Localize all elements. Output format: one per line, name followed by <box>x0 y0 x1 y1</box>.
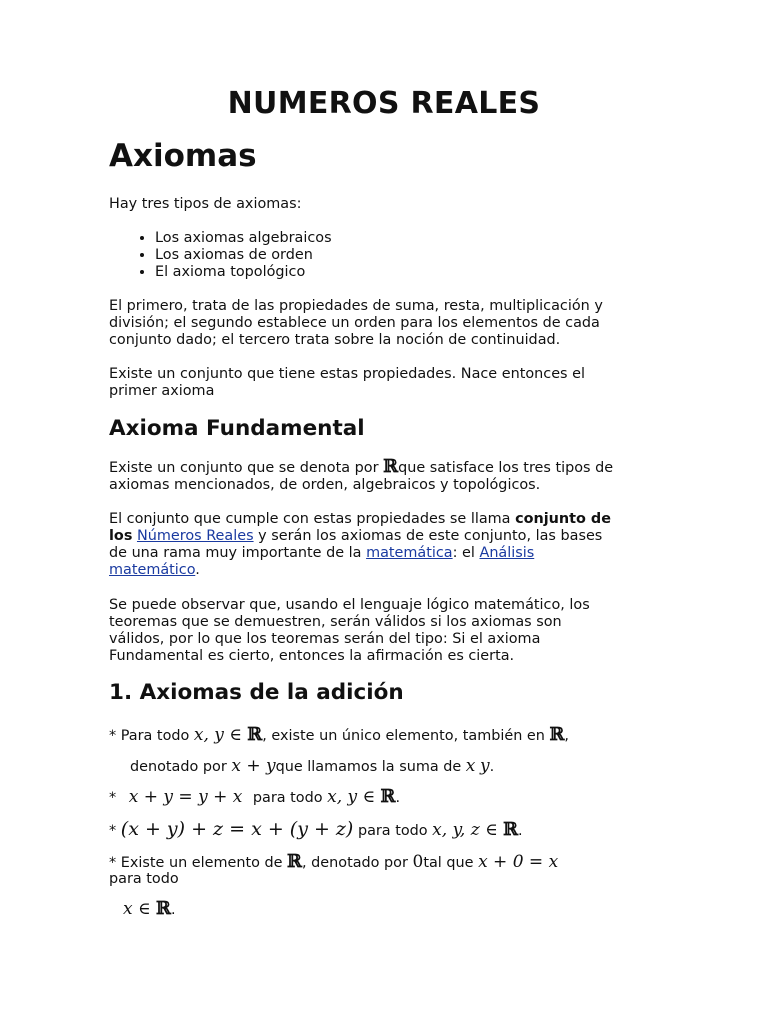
reals-symbol: ℝ <box>503 819 519 840</box>
text-span: que llamamos la suma de <box>275 759 462 775</box>
link-matematica[interactable]: matemática <box>366 545 453 561</box>
math-expression: x, y ∈ <box>327 787 381 807</box>
text-span: . <box>518 823 523 839</box>
reals-symbol: ℝ <box>549 724 565 745</box>
reals-symbol: ℝ <box>287 851 303 872</box>
text-span: y serán los axiomas de este conjunto, las bases <box>258 528 603 544</box>
text-span: El conjunto que cumple con estas propiedades se llama <box>109 511 511 527</box>
paragraph-2 <box>109 366 585 400</box>
list-item: • El axioma topológico <box>155 264 332 281</box>
axiom-type-list <box>109 230 332 281</box>
math-expression: x + y = y + x <box>128 787 243 807</box>
text-span: . <box>195 562 200 578</box>
text-span: de una rama muy importante de la <box>109 545 362 561</box>
list-item: • Los axiomas algebraicos <box>155 230 332 247</box>
fundamental-paragraph-1 <box>109 458 613 494</box>
text-span: , <box>564 728 569 744</box>
axiom-identity <box>109 851 558 872</box>
heading-axiomas-adicion: 1. Axiomas de la adición <box>109 680 404 705</box>
reals-symbol: ℝ <box>380 786 396 807</box>
link-analisis-matematico[interactable]: matemático <box>109 562 196 578</box>
math-variable: x <box>465 756 476 776</box>
text-span: . <box>170 902 176 918</box>
axiom-identity-line-2: para todo <box>109 871 179 887</box>
fundamental-paragraph-3 <box>109 597 590 665</box>
math-zero: 0 <box>412 852 424 872</box>
text-span: . <box>489 759 495 775</box>
reals-symbol: ℝ <box>383 456 399 477</box>
paragraph-line: Existe un conjunto que tiene estas propiedades. Nace entonces el <box>109 366 585 382</box>
text-span: * Para todo <box>109 728 190 744</box>
paragraph-line: Fundamental es cierto, entonces la afirmación es cierta. <box>109 648 515 664</box>
text-span: para todo <box>252 790 323 806</box>
reals-symbol: ℝ <box>247 724 263 745</box>
text-span: . <box>395 790 401 806</box>
paragraph-line: El primero, trata de las propiedades de suma, resta, multiplicación y <box>109 298 603 314</box>
text-span: para todo <box>357 823 428 839</box>
list-item: • Los axiomas de orden <box>155 247 332 264</box>
bold-term: los <box>109 528 133 544</box>
axiom-associativity <box>109 818 523 840</box>
heading-axiomas: Axiomas <box>109 138 257 174</box>
text-span: , existe un único elemento, también en <box>262 728 545 744</box>
math-expression: x ∈ <box>123 899 156 919</box>
paragraph-line: división; el segundo establece un orden para los elementos de cada <box>109 315 600 331</box>
paragraph-line: válidos, por lo que los teoremas serán del tipo: Si el axioma <box>109 631 541 647</box>
page-title: NUMEROS REALES <box>227 86 541 121</box>
reals-symbol: ℝ <box>155 898 171 919</box>
axiom-commutativity <box>109 786 400 807</box>
paragraph-line: primer axioma <box>109 383 215 399</box>
text-span: * <box>109 823 117 839</box>
math-expression: (x + y) + z = x + (y + z) <box>120 818 354 840</box>
bold-term: conjunto de <box>515 511 611 527</box>
text-span: : el <box>452 545 475 561</box>
heading-axioma-fundamental: Axioma Fundamental <box>109 416 365 441</box>
math-expression: x, y, z ∈ <box>432 820 504 840</box>
text-span: tal que <box>423 855 474 871</box>
math-variable: y <box>479 756 490 776</box>
paragraph-line: conjunto dado; el tercero trata sobre la noción de continuidad. <box>109 332 561 348</box>
math-expression: x + 0 = x <box>478 852 559 872</box>
math-expression: x, y ∈ <box>193 725 248 745</box>
text-span: * Existe un elemento de <box>109 855 283 871</box>
axiom-closure <box>109 724 569 745</box>
link-analisis[interactable]: Análisis <box>479 545 535 561</box>
intro-text: Hay tres tipos de axiomas: <box>109 196 302 212</box>
text-span: que satisface los tres tipos de <box>398 460 614 476</box>
fundamental-paragraph-2 <box>109 511 611 579</box>
text-span: denotado por <box>130 759 227 775</box>
text-span: , denotado por <box>302 855 408 871</box>
math-expression: x + y <box>231 756 276 776</box>
axiom-identity-line-3 <box>123 898 176 919</box>
paragraph-line: teoremas que se demuestren, serán válidos si los axiomas son <box>109 614 562 630</box>
paragraph-1 <box>109 298 603 349</box>
axiom-closure-line-2 <box>130 756 494 776</box>
text-span: Existe un conjunto que se denota por <box>109 460 379 476</box>
link-numeros-reales[interactable]: Números Reales <box>136 528 254 544</box>
text-span: * <box>109 790 117 806</box>
paragraph-line: Se puede observar que, usando el lenguaje lógico matemático, los <box>109 597 590 613</box>
paragraph-line: axiomas mencionados, de orden, algebraicos y topológicos. <box>109 477 541 493</box>
